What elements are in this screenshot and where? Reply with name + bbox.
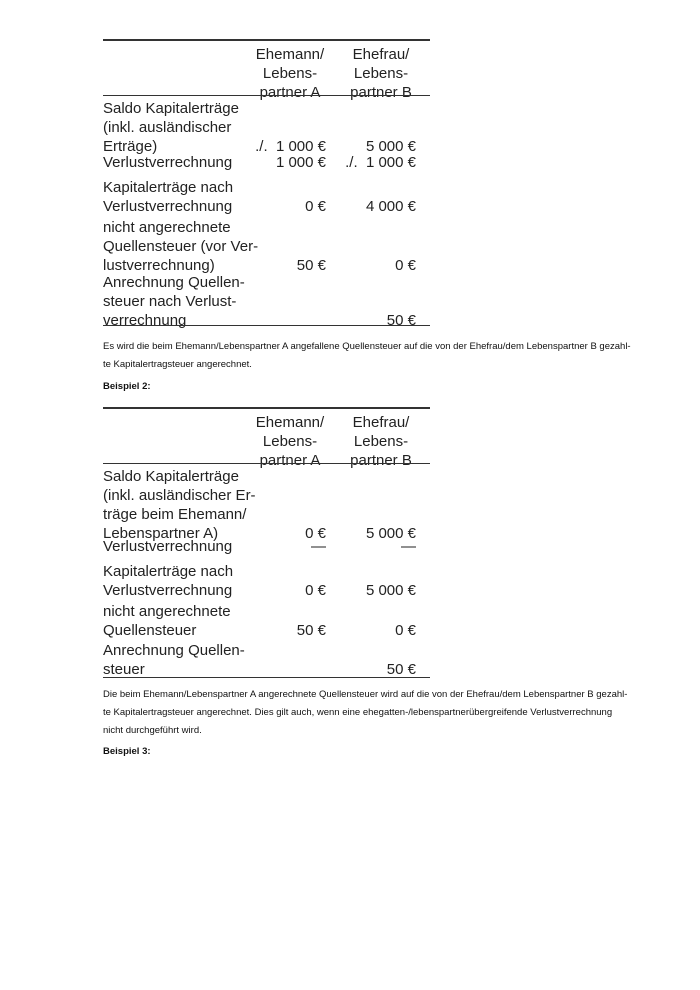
row-label: Anrechnung Quellen- steuer: [103, 642, 245, 678]
value-partner-b: 50 €: [386, 661, 416, 678]
row-label: nicht angerechnete Quellensteuer (vor Ver- lustverrechnung): [103, 219, 259, 274]
column-header-partner-a: Ehemann/ Lebens- partner A: [255, 414, 325, 469]
row-label: Anrechnung Quellen- steuer nach Verlust- verrechnung: [103, 274, 245, 329]
paragraph-line: nicht durchgeführt wird.: [103, 725, 202, 736]
value-partner-b: —: [401, 538, 416, 555]
value-partner-b: ./. 1 000 €: [345, 154, 416, 171]
row-label: Kapitalerträge nach Verlustverrechnung: [103, 563, 234, 599]
table-row: [103, 602, 430, 640]
value-partner-b: 5 000 €: [365, 582, 416, 599]
header-rule: [103, 463, 430, 464]
value-partner-b: 0 €: [395, 257, 416, 274]
column-header-partner-b: Ehefrau/ Lebens- partner B: [350, 414, 412, 469]
table-top-rule: [103, 39, 430, 41]
paragraph-line: Es wird die beim Ehemann/Lebenspartner A angefallene Quellensteuer auf die von der Ehefrau/dem Lebenspartner B gezahl-: [103, 341, 631, 352]
value-partner-a: 0 €: [305, 198, 326, 215]
table-beispiel-1: [103, 39, 430, 327]
paragraph-2: [103, 686, 643, 740]
value-partner-b: 4 000 €: [365, 198, 416, 215]
value-partner-b: 5 000 €: [365, 138, 416, 155]
value-partner-a: ./. 1 000 €: [255, 138, 326, 155]
row-label: nicht angerechnete Quellensteuer: [103, 603, 231, 639]
header-rule: [103, 95, 430, 96]
paragraph-line: Die beim Ehemann/Lebenspartner A angerechnete Quellensteuer wird auf die von der Ehefrau/dem Lebenspartner B gezahl-: [103, 689, 628, 700]
table-row: [103, 178, 430, 216]
table-top-rule: [103, 407, 430, 409]
heading-beispiel-2: Beispiel 2:: [103, 381, 151, 392]
table-row: [103, 99, 430, 156]
value-partner-a: 0 €: [305, 582, 326, 599]
table-row: [103, 153, 430, 172]
value-partner-a: 1 000 €: [275, 154, 326, 171]
table-row: [103, 467, 430, 543]
table-bottom-rule: [103, 325, 430, 326]
table-row: [103, 562, 430, 600]
column-header-partner-b: Ehefrau/ Lebens- partner B: [350, 46, 412, 101]
value-partner-b: 0 €: [395, 622, 416, 639]
row-label: Verlustverrechnung: [103, 538, 233, 555]
column-header-partner-a: Ehemann/ Lebens- partner A: [255, 46, 325, 101]
row-label: Saldo Kapitalerträge (inkl. ausländischer Er- träge beim Ehemann/ Lebenspartner A): [103, 468, 256, 542]
value-partner-b: 50 €: [386, 312, 416, 329]
row-label: Saldo Kapitalerträge (inkl. ausländischer Erträge): [103, 100, 239, 155]
table-row: [103, 218, 430, 275]
row-label: Kapitalerträge nach Verlustverrechnung: [103, 179, 234, 215]
table-row: [103, 641, 430, 679]
table-bottom-rule: [103, 677, 430, 678]
value-partner-a: 50 €: [296, 622, 326, 639]
value-partner-b: 5 000 €: [365, 525, 416, 542]
value-partner-a: —: [311, 538, 326, 555]
heading-beispiel-3: Beispiel 3:: [103, 746, 151, 757]
paragraph-1: [103, 338, 643, 374]
table-row: [103, 537, 430, 556]
paragraph-line: te Kapitalertragsteuer angerechnet.: [103, 359, 252, 370]
table-beispiel-2: [103, 407, 430, 679]
value-partner-a: 0 €: [305, 525, 326, 542]
table-row: [103, 273, 430, 330]
row-label: Verlustverrechnung: [103, 154, 233, 171]
value-partner-a: 50 €: [296, 257, 326, 274]
paragraph-line: te Kapitalertragsteuer angerechnet. Dies gilt auch, wenn eine ehegatten-/lebenspartnerübergreifende Verlustverrechnung: [103, 707, 613, 718]
